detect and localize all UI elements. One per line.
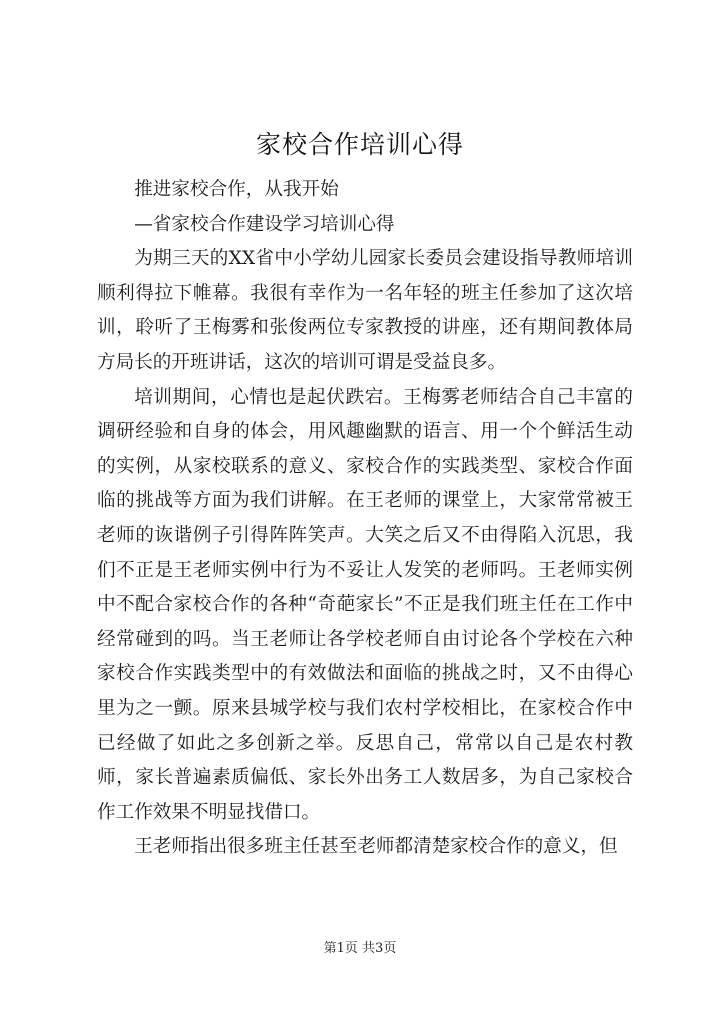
document-title: 家校合作培训心得 [255, 130, 464, 159]
document-body [97, 173, 633, 865]
paragraph: 培训期间，心情也是起伏跌宕。王梅雾老师结合自己丰富的调研经验和自身的体会，用风趣幽默的语言、用一个个鲜活生动的实例，从家校联系的意义、家校合作的实践类型、家校合作面临的挑战等方面为我们讲解。在王老师的课堂上，大家常常被王老师的诙谐例子引得阵阵笑声。大笑之后又不由得陷入沉思，我们不正是王老师实例中行为不妥让人发笑的老师吗。王老师实例中不配合家校合作的各种“奇葩家长”不正是我们班主任在工作中经常碰到的吗。当王老师让各学校老师自由讨论各个学校在六种家校合作实践类型中的有效做法和面临的挑战之时，又不由得心里为之一颤。原来县城学校与我们农村学校相比，在家校合作中已经做了如此之多创新之举。反思自己，常常以自己是农村教师，家长普遍素质偏低、家长外出务工人数居多，为自己家校合作工作效果不明显找借口。 [97, 386, 633, 823]
paragraph: 王老师指出很多班主任甚至老师都清楚家校合作的意义，但 [134, 836, 618, 858]
paragraph: 为期三天的XX省中小学幼儿园家长委员会建设指导教师培训顺利得拉下帷幕。我很有幸作为一名年轻的班主任参加了这次培训，聆听了王梅雾和张俊两位专家教授的讲座，还有期间教体局方局长的开班讲话，这次的培训可谓是受益良多。 [97, 248, 633, 373]
subtitle-line-1: 推进家校合作，从我开始 [134, 179, 339, 200]
page-indicator: 第1页 共3页 [323, 941, 397, 956]
subtitle-line-2: —省家校合作建设学习培训心得 [134, 213, 395, 235]
